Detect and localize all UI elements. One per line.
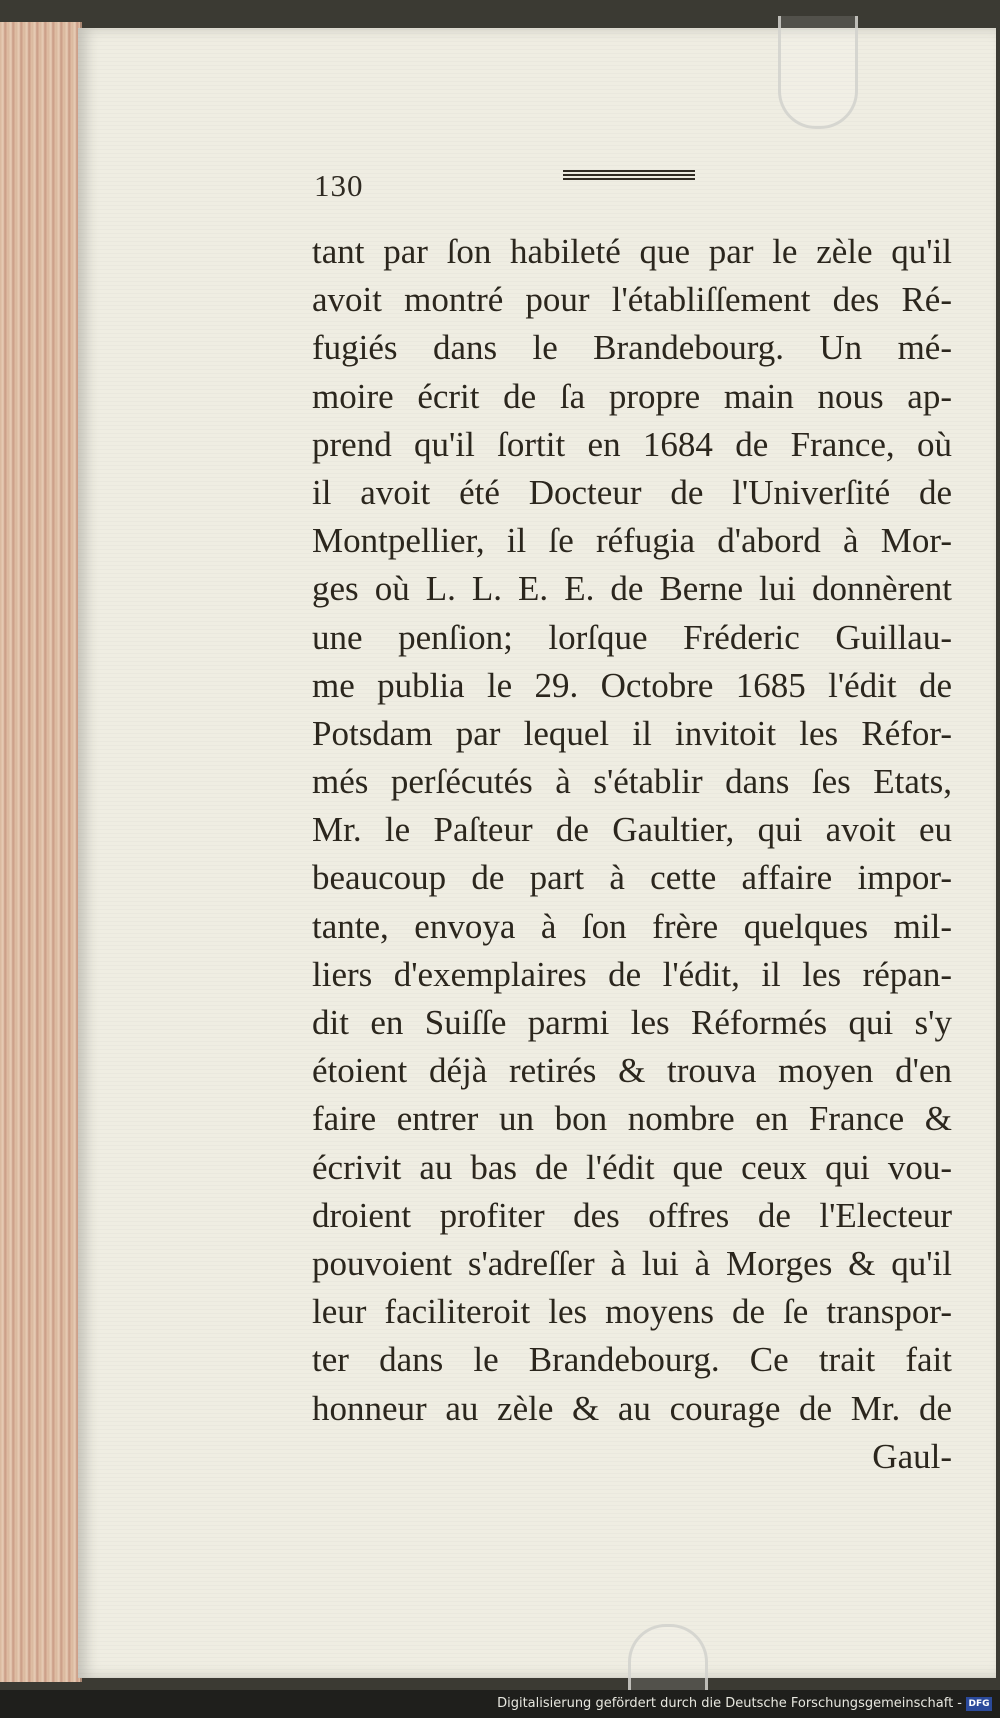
text-line: leur faciliteroit les moyens de ſe transpor- xyxy=(312,1292,952,1332)
text-line: tant par ſon habileté que par le zèle qu'il xyxy=(312,232,952,271)
text-line: Montpellier, il ſe réfugia d'abord à Mor- xyxy=(312,521,952,561)
text-line: més perſécutés à s'établir dans ſes Etats, xyxy=(312,762,952,802)
text-line: honneur au zèle & au courage de Mr. de xyxy=(312,1388,952,1428)
footer-bar xyxy=(0,1690,1000,1718)
text-line: avoit montré pour l'établiſſement des Ré- xyxy=(312,280,952,320)
page-clip-bottom xyxy=(628,1624,708,1690)
page-clip-top xyxy=(778,16,858,129)
page-number: 130 xyxy=(314,168,364,203)
text-line: il avoit été Docteur de l'Univerſité de xyxy=(312,472,952,512)
text-line: Potsdam par lequel il invitoit les Réfor- xyxy=(312,713,952,753)
text-line: droient profiter des offres de l'Electeur xyxy=(312,1195,952,1235)
text-line: faire entrer un bon nombre en France & xyxy=(312,1099,952,1139)
text-line: liers d'exemplaires de l'édit, il les répan- xyxy=(312,954,952,994)
catchword: Gaul- xyxy=(872,1436,952,1476)
funding-notice: Digitalisierung gefördert durch die Deutsche Forschungsgemeinschaft - xyxy=(497,1696,962,1711)
text-line: ges où L. L. E. E. de Berne lui donnèrent xyxy=(312,569,952,609)
header-rule xyxy=(563,170,695,182)
text-line: me publia le 29. Octobre 1685 l'édit de xyxy=(312,665,952,705)
text-line: beaucoup de part à cette affaire impor- xyxy=(312,858,952,898)
text-line: tante, envoya à ſon frère quelques mil- xyxy=(312,906,952,946)
text-line: étoient déjà retirés & trouva moyen d'en xyxy=(312,1051,952,1091)
text-line: prend qu'il ſortit en 1684 de France, où xyxy=(312,424,952,464)
book-page-edges xyxy=(0,22,82,1682)
text-line: Mr. le Paſteur de Gaultier, qui avoit eu xyxy=(312,810,952,850)
body-text xyxy=(312,228,952,1481)
text-line: dit en Suiſſe parmi les Réformés qui s'y xyxy=(312,1003,952,1042)
text-line: écrivit au bas de l'édit que ceux qui vou- xyxy=(312,1147,952,1187)
text-line: pouvoient s'adreſſer à lui à Morges & qu'il xyxy=(312,1243,952,1283)
dfg-logo-icon: DFG xyxy=(966,1697,992,1711)
text-line: une penſion; lorſque Fréderic Guillau- xyxy=(312,617,952,657)
text-line: moire écrit de ſa propre main nous ap- xyxy=(312,376,952,416)
text-line: ter dans le Brandebourg. Ce trait fait xyxy=(312,1340,952,1380)
text-line: fugiés dans le Brandebourg. Un mé- xyxy=(312,328,952,368)
